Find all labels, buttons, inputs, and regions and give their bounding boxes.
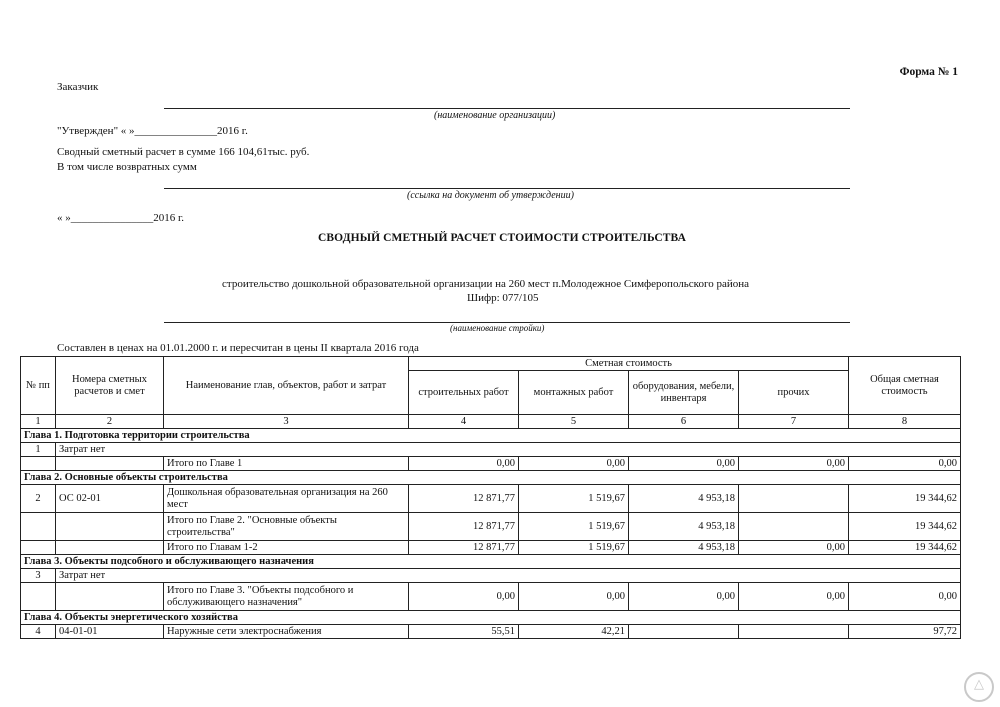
cell-construction: 12 871,77	[409, 485, 519, 513]
col-number: 2	[56, 415, 164, 429]
header-total: Общая сметная стоимость	[849, 357, 961, 415]
header-codes: Номера сметных расчетов и смет	[56, 357, 164, 415]
cell-installation: 1 519,67	[519, 513, 629, 541]
chapter-heading-row	[21, 429, 961, 443]
watermark-symbol: △	[974, 677, 984, 692]
cell-installation: 42,21	[519, 625, 629, 639]
row-code: ОС 02-01	[56, 485, 164, 513]
cell-other	[739, 485, 849, 513]
table-row	[21, 625, 961, 639]
chapter-heading-row	[21, 471, 961, 485]
header-construction: строительных работ	[409, 371, 519, 415]
cell-equipment: 4 953,18	[629, 541, 739, 555]
row-name: Дошкольная образовательная организация на 260 мест	[164, 485, 409, 513]
header-cost-group: Сметная стоимость	[409, 357, 849, 371]
cell-other: 0,00	[739, 541, 849, 555]
cell-total: 19 344,62	[849, 485, 961, 513]
row-no-costs: Затрат нет	[56, 569, 961, 583]
document-title: СВОДНЫЙ СМЕТНЫЙ РАСЧЕТ СТОИМОСТИ СТРОИТЕЛЬСТВА	[318, 232, 687, 244]
cell-total: 19 344,62	[849, 541, 961, 555]
cell-installation: 0,00	[519, 457, 629, 471]
cell-total: 0,00	[849, 457, 961, 471]
cell-installation: 1 519,67	[519, 485, 629, 513]
table-row	[21, 457, 961, 471]
table-row	[21, 583, 961, 611]
row-no: 4	[21, 625, 56, 639]
cell-total: 19 344,62	[849, 513, 961, 541]
cell-other: 0,00	[739, 457, 849, 471]
header-no: № пп	[21, 357, 56, 415]
org-caption: (наименование организации)	[434, 110, 556, 121]
row-code: 04-01-01	[56, 625, 164, 639]
cell-total: 97,72	[849, 625, 961, 639]
header-row-1	[21, 357, 961, 371]
chapter-1-heading: Глава 1. Подготовка территории строительства	[21, 429, 961, 443]
row-no: 1	[21, 443, 56, 457]
cell-equipment: 0,00	[629, 457, 739, 471]
row-no: 2	[21, 485, 56, 513]
cell-construction: 12 871,77	[409, 513, 519, 541]
table-row	[21, 541, 961, 555]
row-no-costs: Затрат нет	[56, 443, 961, 457]
row-name: Итого по Главам 1-2	[164, 541, 409, 555]
cell-other: 0,00	[739, 583, 849, 611]
chapter-3-heading: Глава 3. Объекты подсобного и обслуживающего назначения	[21, 555, 961, 569]
header-name: Наименование глав, объектов, работ и затрат	[164, 357, 409, 415]
form-number: Форма № 1	[899, 66, 958, 78]
row-no: 3	[21, 569, 56, 583]
cell-other	[739, 513, 849, 541]
org-underline	[164, 108, 850, 109]
cell-equipment	[629, 625, 739, 639]
table-row	[21, 513, 961, 541]
estimate-table	[20, 356, 961, 639]
col-number: 7	[739, 415, 849, 429]
cell-installation: 1 519,67	[519, 541, 629, 555]
chapter-4-heading: Глава 4. Объекты энергетического хозяйства	[21, 611, 961, 625]
header-installation: монтажных работ	[519, 371, 629, 415]
watermark-logo-icon	[964, 672, 994, 702]
customer-label: Заказчик	[57, 81, 99, 93]
doc-underline	[164, 188, 850, 189]
chapter-2-heading: Глава 2. Основные объекты строительства	[21, 471, 961, 485]
project-cipher: Шифр: 077/105	[467, 292, 539, 304]
cell-equipment: 4 953,18	[629, 485, 739, 513]
cell-construction: 12 871,77	[409, 541, 519, 555]
cell-construction: 0,00	[409, 457, 519, 471]
cell-equipment: 4 953,18	[629, 513, 739, 541]
table-row	[21, 485, 961, 513]
cell-other	[739, 625, 849, 639]
returnable-sums-line: В том числе возвратных сумм	[57, 161, 197, 173]
row-name: Итого по Главе 3. "Объекты подсобного и обслуживающего назначения"	[164, 583, 409, 611]
column-numbers-row	[21, 415, 961, 429]
cell-construction: 55,51	[409, 625, 519, 639]
header-equipment: оборудования, мебели, инвентаря	[629, 371, 739, 415]
project-name: строительство дошкольной образовательной организации на 260 мест п.Молодежное Симферопольского района	[222, 278, 749, 290]
row-name: Итого по Главе 2. "Основные объекты строительства"	[164, 513, 409, 541]
chapter-heading-row	[21, 611, 961, 625]
cell-construction: 0,00	[409, 583, 519, 611]
table-row	[21, 443, 961, 457]
project-caption: (наименование стройки)	[450, 323, 545, 333]
estimate-sum-line: Сводный сметный расчет в сумме 166 104,61тыс. руб.	[57, 146, 310, 158]
cell-equipment: 0,00	[629, 583, 739, 611]
approved-line: "Утвержден" « »_______________2016 г.	[57, 125, 248, 137]
col-number: 1	[21, 415, 56, 429]
chapter-heading-row	[21, 555, 961, 569]
row-name: Итого по Главе 1	[164, 457, 409, 471]
col-number: 8	[849, 415, 961, 429]
col-number: 3	[164, 415, 409, 429]
col-number: 4	[409, 415, 519, 429]
doc-caption: (ссылка на документ об утверждении)	[407, 190, 574, 201]
col-number: 6	[629, 415, 739, 429]
table-row	[21, 569, 961, 583]
col-number: 5	[519, 415, 629, 429]
prices-note: Составлен в ценах на 01.01.2000 г. и пересчитан в цены II квартала 2016 года	[57, 342, 419, 354]
cell-total: 0,00	[849, 583, 961, 611]
cell-installation: 0,00	[519, 583, 629, 611]
row-name: Наружные сети электроснабжения	[164, 625, 409, 639]
header-other: прочих	[739, 371, 849, 415]
date-line: « »_______________2016 г.	[57, 212, 185, 224]
